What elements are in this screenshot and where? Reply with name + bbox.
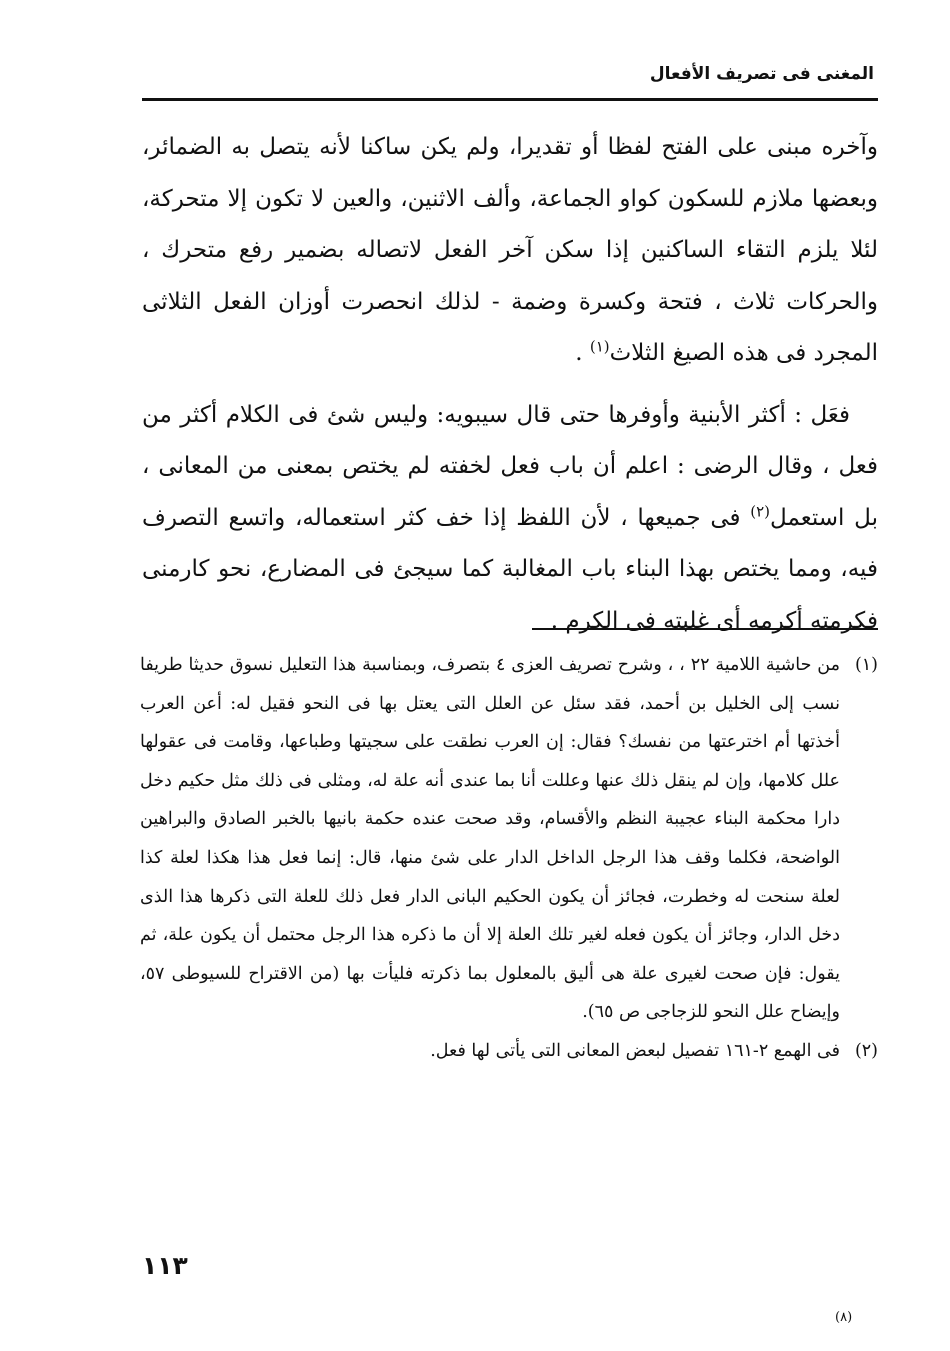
paragraph-2-text-after: فى جميعها ، لأن اللفظ إذا خف كثر استعماله، واتسع التصرف فيه، ومما يختص بهذا البناء باب المغالبة كما سيجئ فى المضارع، نحو كارمنى فكرمته أكرمه أى غلبته فى الكرم . [142, 504, 878, 634]
footnote-2-marker: (٢) [854, 1040, 878, 1061]
paragraph-2-text-before: فعَل : أكثر الأبنية وأوفرها حتى قال سيبويه: وليس شئ فى الكلام أكثر من فعل ، وقال الرضى : اعلم أن باب فعل لخفته لم يختص بمعنى من المعانى ، بل استعمل [142, 401, 879, 531]
page-number: ١١٣ [142, 1251, 188, 1280]
footnote-1-text: من حاشية اللامية ٢٢ ، ، وشرح تصريف العزى ٤ بتصرف، وبمناسبة هذا التعليل نسوق حديثا طريفا نسب إلى الخليل بن أحمد، فقد سئل عن العلل التى يعتل بها فى النحو فقيل له: أعن العرب أخذتها أم اخترعتها من نفسك؟ فقال: إن العرب نطقت على سجيتها وطباعها، وقامت فى عقولها علل كلامها، وإن لم ينقل ذلك عنها وعللت أنا بما عندى أنه علة له، ومثلى فى ذلك مثل حكيم دخل دارا محكمة البناء عجيبة النظم والأقسام، وقد صحت عنده حكمة بانيها بالخبر الصادق والبراهين الواضحة، فكلما وقف هذا الرجل الداخل الدار على شئ منها، قال: إنما فعل هذا هكذا لعلة كذا لعلة سنحت له وخطرت، فجائز أن يكون الحكيم البانى الدار فعل ذلك للعلة التى ذكرها هذا الذى دخل الدار، وجائز أن يكون فعله لغير تلك العلة إلا أن ما ذكره هذا الرجل محتمل أن يكون علة، ثم يقول: فإن صحت لغيرى علة هى أليق بالمعلول بما ذكرته فليأت بها (من الاقتراح للسيوطى ٥٧، وإيضاح علل النحو للزجاجى ص ٦٥). [140, 655, 840, 1023]
paragraph-1-text: وآخره مبنى على الفتح لفظا أو تقديرا، ولم يكن ساكنا لأنه يتصل به الضمائر، وبعضها ملازم للسكون كواو الجماعة، وألف الاثنين، والعين لا تكون إلا متحركة، لئلا يلزم التقاء الساكنين إذا سكن آخر الفعل لاتصاله بضمير رفع متحرك ، والحركات ثلاث ، فتحة وكسرة وضمة - لذلك انحصرت أوزان الفعل الثلاثى المجرد فى هذه الصيغ الثلاث [142, 134, 878, 366]
paragraph-1 [142, 122, 878, 380]
running-header [142, 62, 878, 101]
paragraph-1-tail: . [575, 340, 590, 366]
footnote-2 [140, 1032, 878, 1071]
footnote-1-marker: (١) [854, 655, 878, 675]
main-text [142, 122, 878, 647]
paragraph-2 [142, 390, 878, 648]
footnote-separator [532, 628, 878, 630]
footnote-ref-2[interactable]: (٢) [750, 501, 771, 520]
footnote-ref-1[interactable]: (١) [589, 337, 610, 356]
signature-mark: (٨) [835, 1310, 853, 1325]
footnote-1 [140, 646, 878, 1032]
book-title: المغنى فى تصريف الأفعال [649, 64, 874, 84]
footnotes [140, 646, 878, 1071]
footnote-2-text: فى الهمع ٢-١٦١ تفصيل لبعض المعانى التى يأتى لها فعل. [430, 1040, 840, 1061]
